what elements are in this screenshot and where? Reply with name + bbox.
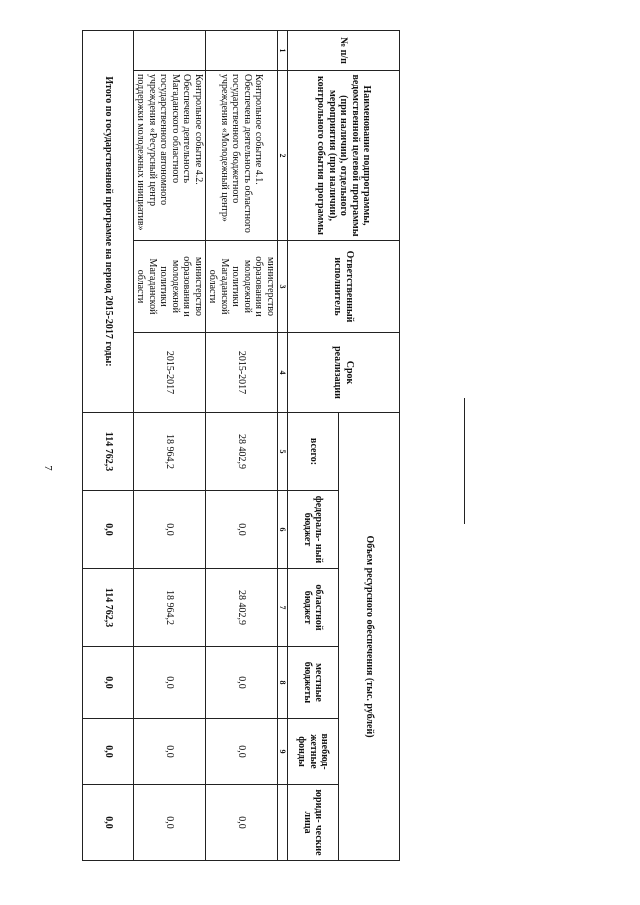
page-number: 7 xyxy=(42,465,54,471)
header-legal: юриди- ческие лица xyxy=(288,785,339,861)
row-local: 0,0 xyxy=(205,647,277,719)
header-num: № п/п xyxy=(288,31,400,71)
index-cell: 1 xyxy=(277,31,287,71)
resource-table xyxy=(82,30,400,861)
column-index-row xyxy=(277,31,287,861)
row-local: 0,0 xyxy=(133,647,205,719)
row-period: 2015-2017 xyxy=(133,333,205,413)
table-row xyxy=(133,31,205,861)
resource-table-rotated xyxy=(90,30,400,860)
header-local: местные бюджеты xyxy=(288,647,339,719)
total-regional: 114 762,3 xyxy=(82,569,133,647)
row-period: 2015-2017 xyxy=(205,333,277,413)
index-cell xyxy=(277,785,287,861)
total-row xyxy=(82,31,133,861)
row-federal: 0,0 xyxy=(133,491,205,569)
header-federal: федераль- ный бюджет xyxy=(288,491,339,569)
row-regional: 28 402,9 xyxy=(205,569,277,647)
row-num xyxy=(205,31,277,71)
table-row xyxy=(205,31,277,861)
header-executor: Ответственный исполнитель xyxy=(288,241,400,333)
row-regional: 18 964,2 xyxy=(133,569,205,647)
header-regional: областной бюджет xyxy=(288,569,339,647)
total-legal: 0,0 xyxy=(82,785,133,861)
header-extrabudget: внебюд- жетные фонды xyxy=(288,719,339,785)
index-cell: 6 xyxy=(277,491,287,569)
row-num xyxy=(133,31,205,71)
row-legal: 0,0 xyxy=(133,785,205,861)
row-executor: министерство образования и молодежной политики Магаданской области xyxy=(205,241,277,333)
total-total: 114 762,3 xyxy=(82,413,133,491)
row-executor: министерство образования и молодежной политики Магаданской области xyxy=(133,241,205,333)
row-federal: 0,0 xyxy=(205,491,277,569)
row-extrabudget: 0,0 xyxy=(205,719,277,785)
index-cell: 8 xyxy=(277,647,287,719)
row-total: 28 402,9 xyxy=(205,413,277,491)
row-legal: 0,0 xyxy=(205,785,277,861)
index-cell: 3 xyxy=(277,241,287,333)
separator-line xyxy=(464,398,465,524)
index-cell: 7 xyxy=(277,569,287,647)
header-total: всего: xyxy=(288,413,339,491)
total-federal: 0,0 xyxy=(82,491,133,569)
total-label: Итого по государственной программе на период 2015-2017 годы: xyxy=(82,31,133,413)
index-cell: 4 xyxy=(277,333,287,413)
header-funding-group: Объем ресурсного обеспечения (тыс. рублей) xyxy=(339,413,400,861)
row-extrabudget: 0,0 xyxy=(133,719,205,785)
row-name: Контрольное событие 4.2. Обеспечена деятельность Магаданского областного государственного автономного учреждения «Ресурсный центр поддержки молодежных инициатив» xyxy=(133,71,205,241)
index-cell: 5 xyxy=(277,413,287,491)
total-extrabudget: 0,0 xyxy=(82,719,133,785)
header-period: Срок реализации xyxy=(288,333,400,413)
header-name: Наименование подпрограммы, ведомственной целевой программы (при наличии), отдельного мероприятия (при наличии), контрольного события программы xyxy=(288,71,400,241)
index-cell: 9 xyxy=(277,719,287,785)
row-total: 18 964,2 xyxy=(133,413,205,491)
total-local: 0,0 xyxy=(82,647,133,719)
row-name: Контрольное событие 4.1. Обеспечена деятельность областного государственного бюджетного учреждения «Молодежный центр» xyxy=(205,71,277,241)
header-row-1 xyxy=(339,31,400,861)
index-cell: 2 xyxy=(277,71,287,241)
